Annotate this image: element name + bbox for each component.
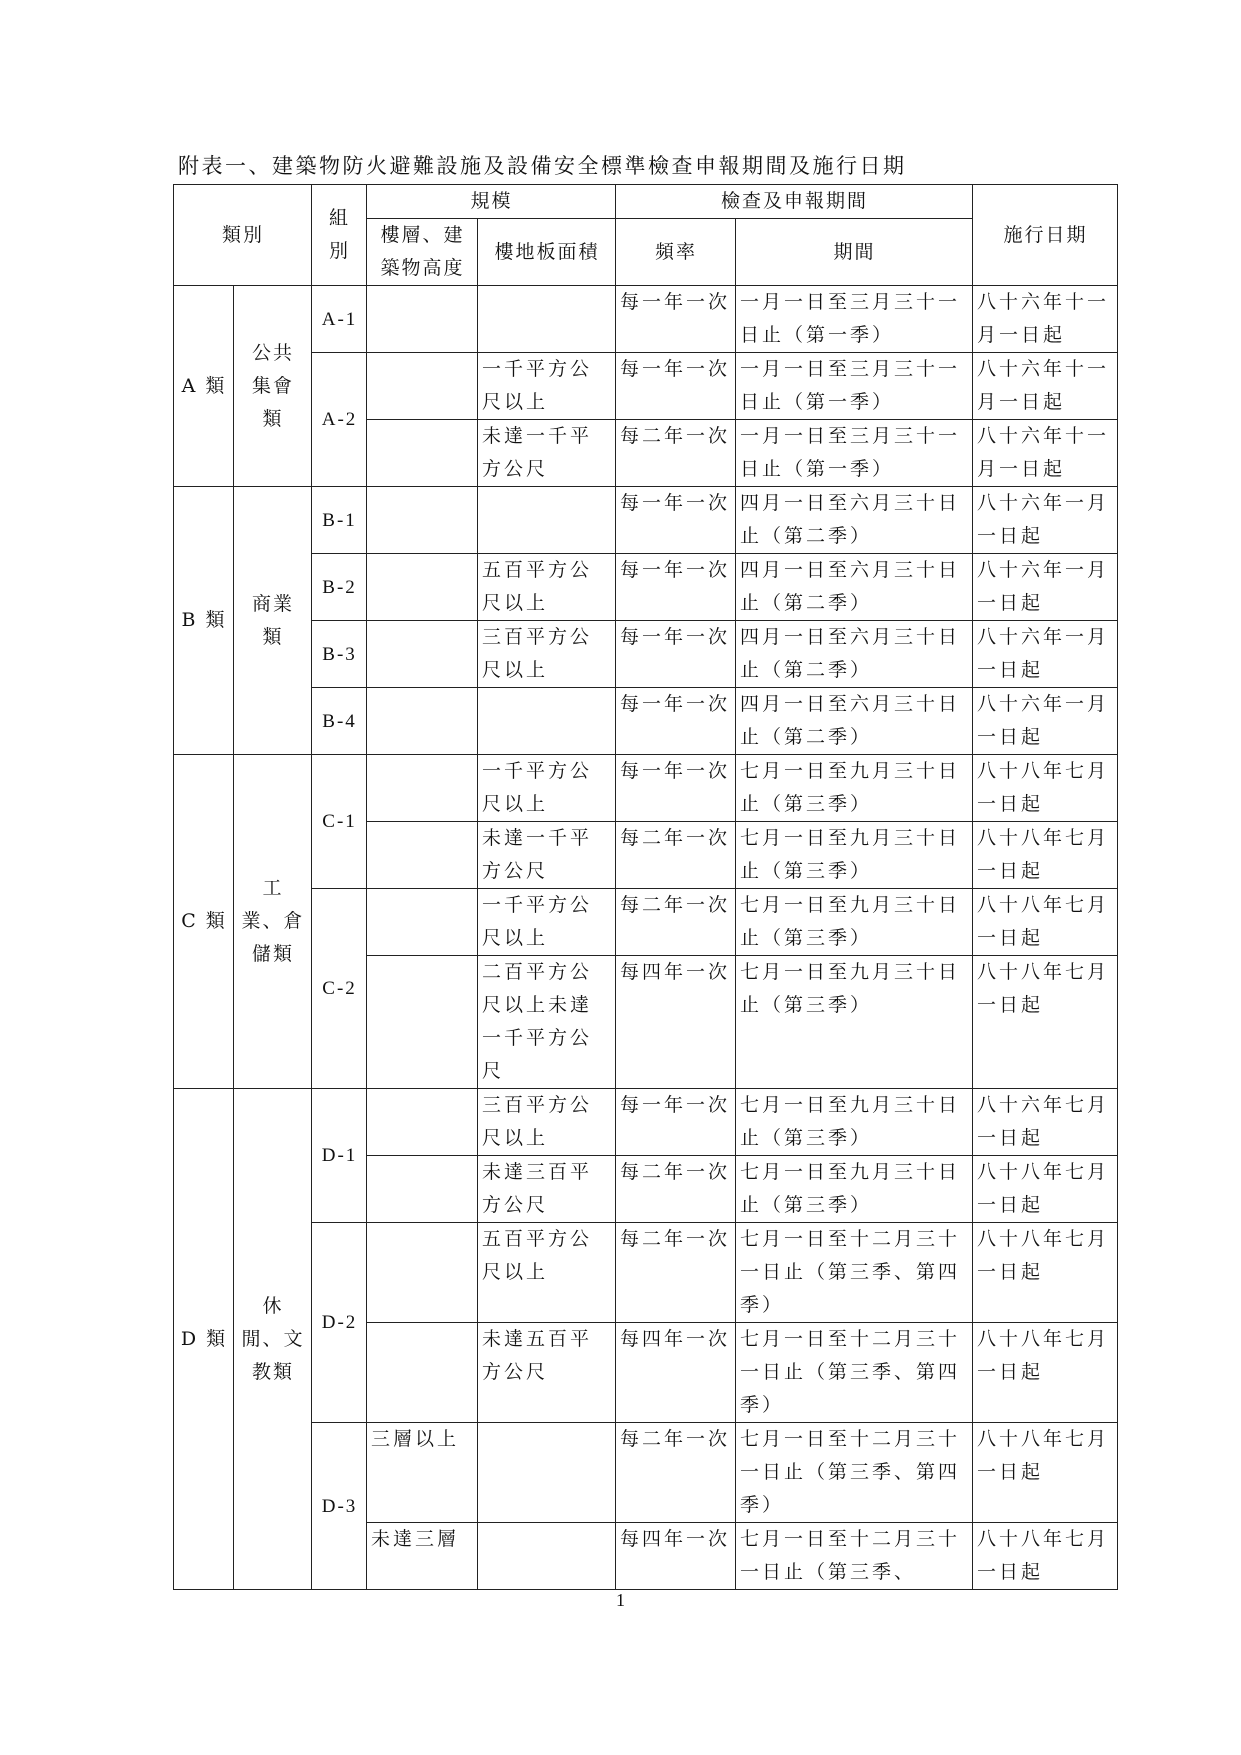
group-code: A-1	[312, 286, 367, 353]
frequency-cell: 每二年一次	[616, 889, 736, 956]
group-code: C-2	[312, 889, 367, 1089]
floor-area-cell: 三百平方公尺以上	[478, 621, 616, 688]
frequency-cell: 每一年一次	[616, 688, 736, 755]
effective-date-cell: 八十六年十一月一日起	[973, 353, 1118, 420]
floors-cell	[367, 688, 478, 755]
floors-cell	[367, 1156, 478, 1223]
period-cell: 七月一日至十二月三十一日止（第三季、第四季）	[736, 1423, 973, 1523]
effective-date-cell: 八十六年十一月一日起	[973, 286, 1118, 353]
period-cell: 一月一日至三月三十一日止（第一季）	[736, 420, 973, 487]
frequency-cell: 每一年一次	[616, 755, 736, 822]
floor-area-cell: 一千平方公尺以上	[478, 353, 616, 420]
period-cell: 一月一日至三月三十一日止（第一季）	[736, 353, 973, 420]
header-inspection: 檢查及申報期間	[616, 185, 973, 219]
category-label: C 類	[174, 755, 234, 1089]
category-name: 休 閒、文 教類	[234, 1089, 312, 1590]
period-cell: 七月一日至九月三十日止（第三季）	[736, 1089, 973, 1156]
group-code: D-2	[312, 1223, 367, 1423]
floor-area-cell	[478, 286, 616, 353]
effective-date-cell: 八十六年一月一日起	[973, 621, 1118, 688]
floors-cell	[367, 1323, 478, 1423]
effective-date-cell: 八十八年七月一日起	[973, 1323, 1118, 1423]
floor-area-cell: 五百平方公尺以上	[478, 554, 616, 621]
table-row	[174, 1223, 1118, 1323]
table-row	[174, 889, 1118, 956]
effective-date-cell: 八十六年七月一日起	[973, 1089, 1118, 1156]
effective-date-cell: 八十八年七月一日起	[973, 755, 1118, 822]
frequency-cell: 每一年一次	[616, 621, 736, 688]
header-group: 組 別	[312, 185, 367, 286]
period-cell: 四月一日至六月三十日止（第二季）	[736, 688, 973, 755]
floor-area-cell: 一千平方公尺以上	[478, 889, 616, 956]
category-name: 公共 集會 類	[234, 286, 312, 487]
floor-area-cell: 三百平方公尺以上	[478, 1089, 616, 1156]
frequency-cell: 每二年一次	[616, 420, 736, 487]
effective-date-cell: 八十八年七月一日起	[973, 1523, 1118, 1590]
table-row	[174, 1089, 1118, 1156]
header-period: 期間	[736, 219, 973, 286]
floor-area-cell: 二百平方公尺以上未達一千平方公尺	[478, 956, 616, 1089]
floor-area-cell: 未達一千平方公尺	[478, 822, 616, 889]
floor-area-cell: 未達五百平方公尺	[478, 1323, 616, 1423]
inspection-schedule-table	[173, 184, 1118, 1590]
period-cell: 七月一日至十二月三十一日止（第三季、第四季）	[736, 1223, 973, 1323]
floors-cell: 三層以上	[367, 1423, 478, 1523]
header-frequency: 頻率	[616, 219, 736, 286]
table-row	[174, 755, 1118, 822]
frequency-cell: 每一年一次	[616, 286, 736, 353]
frequency-cell: 每二年一次	[616, 822, 736, 889]
floors-cell	[367, 822, 478, 889]
table-row	[174, 1423, 1118, 1523]
period-cell: 七月一日至九月三十日止（第三季）	[736, 956, 973, 1089]
floor-area-cell	[478, 1523, 616, 1590]
floors-cell	[367, 286, 478, 353]
period-cell: 七月一日至九月三十日止（第三季）	[736, 889, 973, 956]
header-row	[174, 185, 1118, 219]
group-code: C-1	[312, 755, 367, 889]
frequency-cell: 每四年一次	[616, 1323, 736, 1423]
floors-cell	[367, 889, 478, 956]
floor-area-cell: 一千平方公尺以上	[478, 755, 616, 822]
table-row	[174, 621, 1118, 688]
group-code: B-3	[312, 621, 367, 688]
floor-area-cell	[478, 1423, 616, 1523]
period-cell: 一月一日至三月三十一日止（第一季）	[736, 286, 973, 353]
table-row	[174, 353, 1118, 420]
floor-area-cell: 未達一千平方公尺	[478, 420, 616, 487]
frequency-cell: 每二年一次	[616, 1156, 736, 1223]
period-cell: 七月一日至九月三十日止（第三季）	[736, 822, 973, 889]
group-code: D-1	[312, 1089, 367, 1223]
frequency-cell: 每二年一次	[616, 1423, 736, 1523]
floors-cell	[367, 353, 478, 420]
effective-date-cell: 八十八年七月一日起	[973, 1156, 1118, 1223]
category-label: A 類	[174, 286, 234, 487]
table-row	[174, 286, 1118, 353]
frequency-cell: 每四年一次	[616, 1523, 736, 1590]
frequency-cell: 每二年一次	[616, 1223, 736, 1323]
floors-cell: 未達三層	[367, 1523, 478, 1590]
period-cell: 七月一日至九月三十日止（第三季）	[736, 755, 973, 822]
category-name: 商業 類	[234, 487, 312, 755]
frequency-cell: 每一年一次	[616, 353, 736, 420]
floors-cell	[367, 487, 478, 554]
table-row	[174, 554, 1118, 621]
page-number: 1	[616, 1590, 625, 1610]
floors-cell	[367, 956, 478, 1089]
header-floor-area: 樓地板面積	[478, 219, 616, 286]
period-cell: 四月一日至六月三十日止（第二季）	[736, 554, 973, 621]
header-scale: 規模	[367, 185, 616, 219]
group-code: B-2	[312, 554, 367, 621]
period-cell: 七月一日至十二月三十一日止（第三季、	[736, 1523, 973, 1590]
group-code: B-4	[312, 688, 367, 755]
period-cell: 四月一日至六月三十日止（第二季）	[736, 621, 973, 688]
effective-date-cell: 八十六年十一月一日起	[973, 420, 1118, 487]
floors-cell	[367, 1223, 478, 1323]
table-row	[174, 487, 1118, 554]
floor-area-cell	[478, 487, 616, 554]
effective-date-cell: 八十八年七月一日起	[973, 1423, 1118, 1523]
effective-date-cell: 八十六年一月一日起	[973, 554, 1118, 621]
category-label: B 類	[174, 487, 234, 755]
floor-area-cell	[478, 688, 616, 755]
frequency-cell: 每一年一次	[616, 554, 736, 621]
frequency-cell: 每四年一次	[616, 956, 736, 1089]
category-name: 工 業、倉 儲類	[234, 755, 312, 1089]
effective-date-cell: 八十八年七月一日起	[973, 889, 1118, 956]
floors-cell	[367, 1089, 478, 1156]
document-title: 附表一、建築物防火避難設施及設備安全標準檢查申報期間及施行日期	[178, 154, 907, 178]
floor-area-cell: 未達三百平方公尺	[478, 1156, 616, 1223]
effective-date-cell: 八十八年七月一日起	[973, 1223, 1118, 1323]
frequency-cell: 每一年一次	[616, 487, 736, 554]
period-cell: 七月一日至九月三十日止（第三季）	[736, 1156, 973, 1223]
header-category: 類別	[174, 185, 312, 286]
floors-cell	[367, 420, 478, 487]
header-effective-date: 施行日期	[973, 185, 1118, 286]
effective-date-cell: 八十八年七月一日起	[973, 956, 1118, 1089]
effective-date-cell: 八十六年一月一日起	[973, 487, 1118, 554]
period-cell: 七月一日至十二月三十一日止（第三季、第四季）	[736, 1323, 973, 1423]
floors-cell	[367, 621, 478, 688]
frequency-cell: 每一年一次	[616, 1089, 736, 1156]
floors-cell	[367, 554, 478, 621]
table-row	[174, 688, 1118, 755]
floor-area-cell: 五百平方公尺以上	[478, 1223, 616, 1323]
group-code: B-1	[312, 487, 367, 554]
floors-cell	[367, 755, 478, 822]
effective-date-cell: 八十八年七月一日起	[973, 822, 1118, 889]
category-label: D 類	[174, 1089, 234, 1590]
group-code: D-3	[312, 1423, 367, 1590]
header-floors: 樓層、建 築物高度	[367, 219, 478, 286]
effective-date-cell: 八十六年一月一日起	[973, 688, 1118, 755]
group-code: A-2	[312, 353, 367, 487]
period-cell: 四月一日至六月三十日止（第二季）	[736, 487, 973, 554]
